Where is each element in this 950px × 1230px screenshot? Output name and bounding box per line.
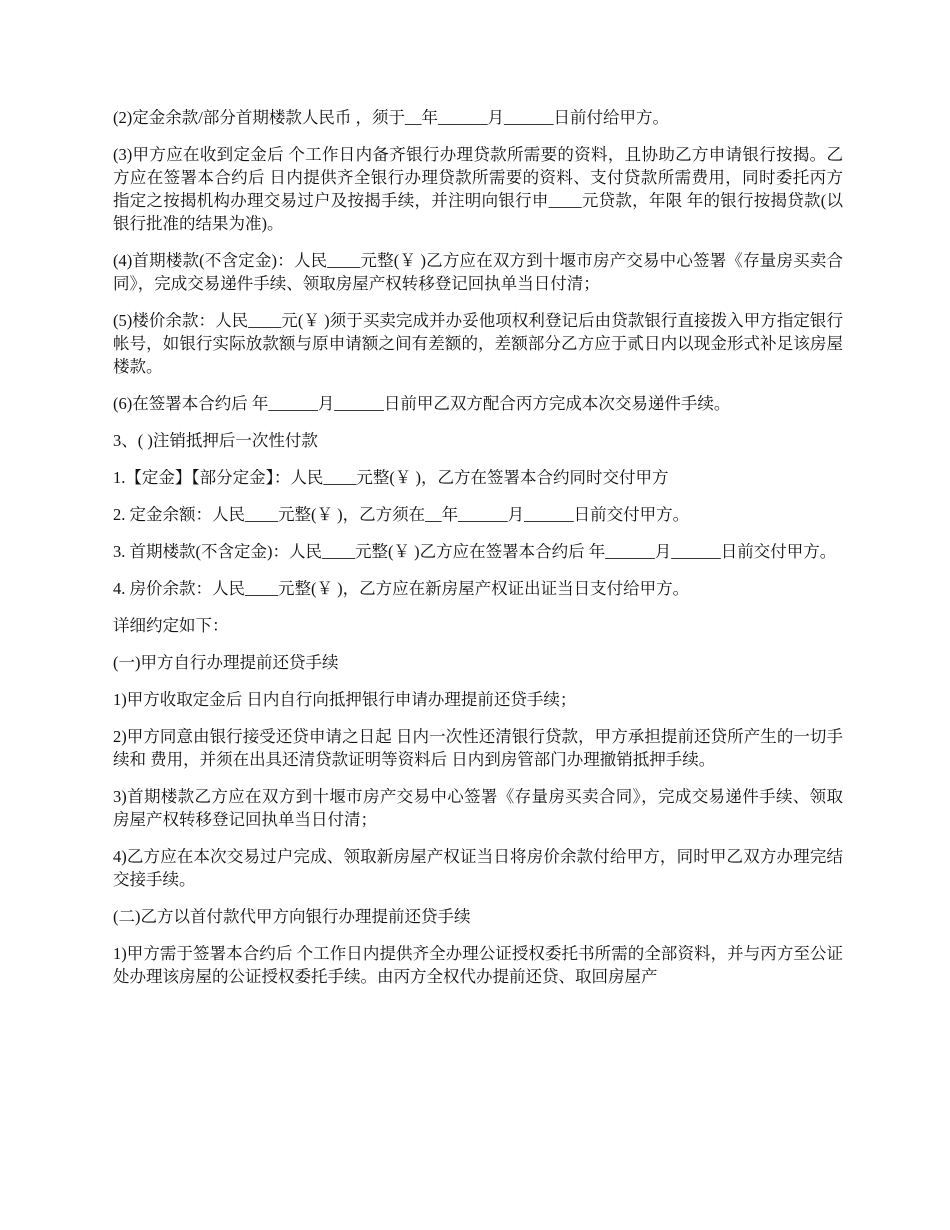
paragraph-filing-procedure: (6)在签署本合约后 年______月______日前甲乙双方配合丙方完成本次交易递件手续。	[113, 394, 731, 413]
clause-2: 2)甲方同意由银行接受还贷申请之日起 日内一次性还清银行贷款，甲方承担提前还贷所产生的一切手续和 费用，并须在出具还清贷款证明等资料后 日内到房管部门办理撤销抵押手续。	[113, 727, 843, 769]
clause-1: 1)甲方收取定金后 日内自行向抵押银行申请办理提前还贷手续；	[113, 690, 577, 709]
contract-page	[113, 106, 843, 1002]
list-item-price-balance: 4. 房价余款：人民____元整(￥ )，乙方应在新房屋产权证出证当日支付给甲方。	[113, 579, 690, 598]
list-item-deposit: 1.【定金】【部分定金】：人民____元整(￥ )，乙方在签署本合约同时交付甲方	[113, 468, 669, 487]
paragraph-bank-loan: (3)甲方应在收到定金后 个工作日内备齐银行办理贷款所需要的资料，且协助乙方申请银行按揭。乙方应在签署本合约后 日内提供齐全银行办理贷款所需要的资料、支付贷款所需费用，同时委托丙方指定之按揭机构办理交易过户及按揭手续，并注明向银行申____元贷款，年限 年的银行按揭贷款(以银行批准的结果为准)。	[113, 145, 843, 233]
clause-notary: 1)甲方需于签署本合约后 个工作日内提供齐全办理公证授权委托书所需的全部资料，并与丙方至公证处办理该房屋的公证授权委托手续。由丙方全权代办提前还贷、取回房屋产	[113, 944, 843, 986]
paragraph-first-payment: (4)首期楼款(不含定金)：人民____元整(￥ )乙方应在双方到十堰市房产交易中心签署《存量房买卖合同》，完成交易递件手续、领取房屋产权转移登记回执单当日付清；	[113, 251, 843, 293]
paragraph-price-balance: (5)楼价余款：人民____元(￥ )须于买卖完成并办妥他项权利登记后由贷款银行直接拨入甲方指定银行帐号，如银行实际放款额与原申请额之间有差额的，差额部分乙方应于贰日内以现金形式补足该房屋楼款。	[113, 311, 843, 376]
subsection-heading-seller-prepay: (一)甲方自行办理提前还贷手续	[113, 653, 339, 672]
clause-4: 4)乙方应在本次交易过户完成、领取新房屋产权证当日将房价余款付给甲方，同时甲乙双方办理完结交接手续。	[113, 847, 843, 889]
list-item-deposit-balance: 2. 定金余额：人民____元整(￥ )，乙方须在__年______月______日前交付甲方。	[113, 505, 690, 524]
subsection-heading-buyer-prepay: (二)乙方以首付款代甲方向银行办理提前还贷手续	[113, 907, 471, 926]
details-intro: 详细约定如下：	[113, 616, 229, 635]
list-item-first-payment: 3. 首期楼款(不含定金)：人民____元整(￥ )乙方应在签署本合约后 年______月______日前交付甲方。	[113, 542, 837, 561]
clause-3: 3)首期楼款乙方应在双方到十堰市房产交易中心签署《存量房买卖合同》，完成交易递件手续、领取房屋产权转移登记回执单当日付清；	[113, 787, 843, 829]
section-heading-lump-sum: 3、( )注销抵押后一次性付款	[113, 431, 318, 450]
paragraph-deposit-balance: (2)定金余款/部分首期楼款人民币 ，须于__年______月______日前付给甲方。	[113, 108, 669, 127]
